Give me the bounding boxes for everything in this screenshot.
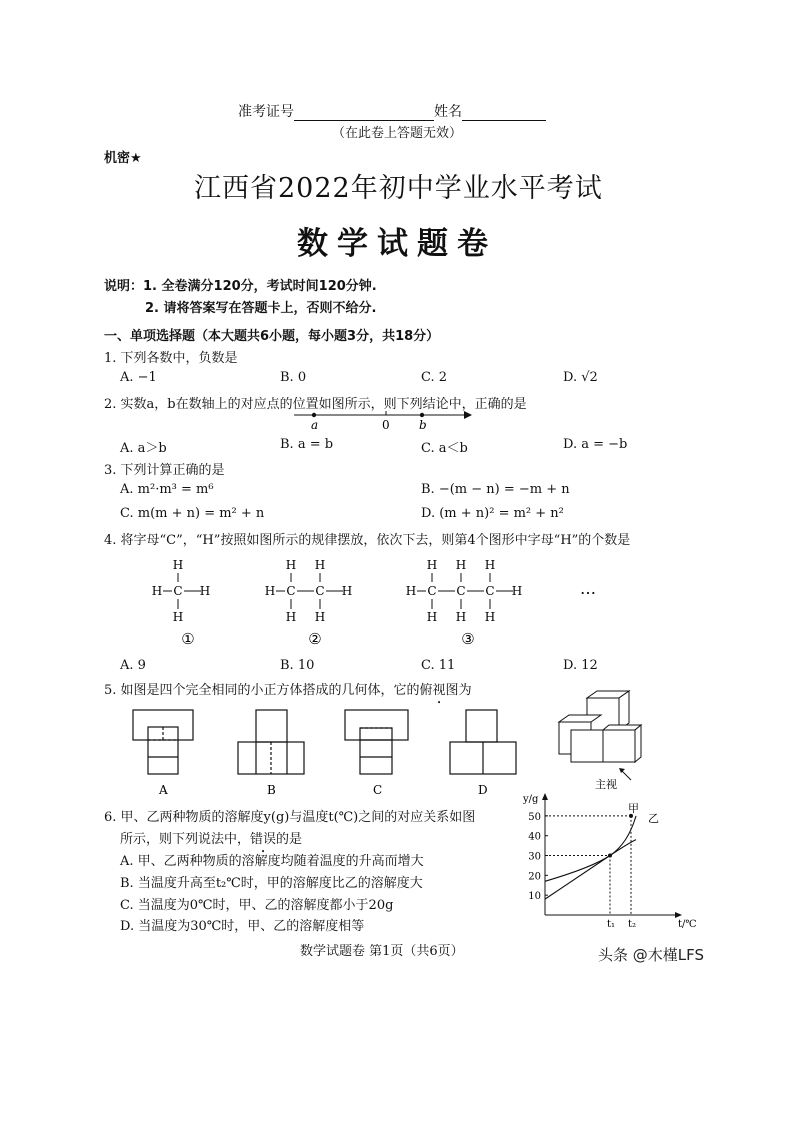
carbon-label: C: [286, 584, 296, 598]
instructions-line1: [104, 275, 377, 294]
q3-option-a: A. m²·m³ = m⁶: [120, 482, 214, 497]
number-line: [290, 406, 480, 432]
hydrogen-label: H: [341, 584, 353, 598]
label-0: 0: [382, 418, 390, 432]
point-a: [312, 413, 316, 417]
carbon-label: C: [173, 584, 183, 598]
hydrogen-label: H: [314, 610, 326, 624]
intersection-point: [608, 854, 612, 858]
y-tick-label: 20: [528, 871, 541, 883]
q6-option-a: A. 甲、乙两种物质的溶解度均随着温度的升高而增大: [120, 854, 424, 869]
invalid-note: （在此卷上答题无效）: [332, 126, 463, 141]
q2-stem: 2. 实数a，b在数轴上的对应点的位置如图所示，则下列结论中，正确的是: [104, 397, 527, 412]
q1-option-c: C. 2: [421, 370, 448, 385]
y-axis-arrow-icon: [542, 793, 548, 800]
q4-option-a: A. 9: [120, 658, 146, 673]
hydrogen-label: H: [285, 558, 297, 572]
hydrogen-label: H: [455, 558, 467, 572]
figure-number: ①: [181, 630, 195, 648]
q2-option-b: B. a = b: [280, 437, 334, 452]
q6-option-c: C. 当温度为0℃时，甲、乙的溶解度都小于20g: [120, 898, 394, 913]
y-tick-label: 10: [528, 891, 541, 903]
arrow-right-icon: [464, 411, 472, 419]
figure-number: ③: [461, 630, 475, 648]
q6-line2-before: 所示，则下列说法中，: [120, 832, 251, 847]
q3-option-c: C. m(m + n) = m² + n: [120, 506, 265, 521]
q5-view-c: [345, 710, 408, 774]
y-axis-label: y/g: [523, 794, 539, 805]
hydrogen-label: H: [151, 584, 163, 598]
q1-option-a: A. −1: [120, 370, 157, 385]
carbon-label: C: [485, 584, 495, 598]
hydrogen-label: H: [426, 558, 438, 572]
q1-option-b: B. 0: [280, 370, 307, 385]
q5-label-b: B: [267, 783, 276, 797]
q2-option-c: C. a＜b: [421, 441, 468, 456]
instructions-label: 说明：: [104, 279, 144, 294]
carbon-label: C: [315, 584, 325, 598]
q3-option-b: B. −(m − n) = −m + n: [421, 482, 570, 497]
q5-stem: [104, 679, 472, 698]
hydrogen-label: H: [484, 610, 496, 624]
arrow-up-left-icon: [619, 768, 625, 773]
instruction-2: 2. 请将答案写在答题卡上，否则不给分.: [145, 301, 377, 316]
main-view-label: 主视: [595, 778, 617, 791]
ellipsis: …: [580, 579, 596, 598]
hydrogen-label: H: [314, 558, 326, 572]
hydrogen-label: H: [285, 610, 297, 624]
q4-option-b: B. 10: [280, 658, 315, 673]
hydrogen-label: H: [511, 584, 523, 598]
point-b: [420, 413, 424, 417]
q4-option-d: D. 12: [563, 658, 598, 673]
series-yi-line: [545, 840, 636, 882]
q6-line2-after: 的是: [276, 832, 303, 847]
label-a: a: [311, 418, 319, 432]
secret-mark: 机密★: [104, 151, 142, 166]
figure-number: ②: [308, 630, 322, 648]
exam-id-row: [238, 101, 546, 121]
exam-id-label: 准考证号: [238, 104, 294, 120]
hydrogen-label: H: [199, 584, 211, 598]
hydrogen-label: H: [426, 610, 438, 624]
q5-label-d: D: [478, 783, 488, 797]
q5-label-a: A: [159, 783, 168, 797]
q5-view-a: [133, 710, 193, 774]
q5-view-d: [450, 710, 516, 774]
q6-line2: [120, 828, 302, 847]
q5-view-b: [238, 710, 304, 774]
q5-stem-emph: 俯视图: [419, 683, 459, 698]
y-tick-label: 40: [528, 831, 541, 843]
series-yi-label: 乙: [648, 812, 659, 825]
watermark: 头条 @木槿LFS: [598, 946, 705, 964]
series-jia-label: 甲: [628, 802, 639, 815]
name-blank: [462, 106, 546, 121]
hydrogen-label: H: [405, 584, 417, 598]
paper-title: 数学试题卷: [297, 226, 497, 262]
y-tick-label: 50: [528, 811, 541, 823]
q6-option-d: D. 当温度为30℃时，甲、乙的溶解度相等: [120, 919, 365, 934]
label-b: b: [419, 418, 427, 432]
hydrogen-label: H: [172, 610, 184, 624]
q5-stem-before: 5. 如图是四个完全相同的小正方体搭成的几何体，它的: [104, 683, 420, 698]
carbon-label: C: [456, 584, 466, 598]
q6-line2-emph: 错误: [250, 832, 277, 847]
q3-stem: 3. 下列计算正确的是: [104, 463, 225, 478]
x-axis-arrow-icon: [675, 912, 682, 918]
q6-line1: 6. 甲、乙两种物质的溶解度y(g)与温度t(℃)之间的对应关系如图: [104, 810, 476, 825]
x-axis-label: t/℃: [678, 919, 697, 930]
hydrogen-label: H: [455, 610, 467, 624]
q3-option-d: D. (m + n)² = m² + n²: [421, 506, 564, 521]
x-tick-label: t₂: [628, 919, 637, 930]
q6-option-b: B. 当温度升高至t₂℃时，甲的溶解度比乙的溶解度大: [120, 876, 423, 891]
q5-stem-after: 为: [458, 683, 472, 698]
q2-option-a: A. a＞b: [120, 441, 167, 456]
instruction-1: 1. 全卷满分120分，考试时间120分钟.: [143, 279, 377, 294]
cube-solid-figure: [555, 690, 645, 796]
q4-option-c: C. 11: [421, 658, 456, 673]
x-tick-label: t₁: [607, 919, 616, 930]
solubility-chart: [515, 792, 700, 932]
series-jia-line: [545, 816, 636, 899]
exam-title: 江西省2022年初中学业水平考试: [194, 173, 603, 204]
y-tick-label: 30: [528, 851, 541, 863]
q5-options-figure: [125, 700, 545, 800]
q4-stem: 4. 将字母“C”，“H”按照如图所示的规律摆放，依次下去，则第4个图形中字母“H”的个数是: [104, 533, 631, 548]
hydrogen-label: H: [172, 558, 184, 572]
name-label: 姓名: [434, 104, 462, 120]
section-title: 一、单项选择题（本大题共6小题，每小题3分，共18分）: [104, 329, 440, 344]
q1-option-d: D. √2: [563, 370, 598, 385]
q1-stem: 1. 下列各数中，负数是: [104, 351, 238, 366]
hydrogen-label: H: [484, 558, 496, 572]
exam-id-blank: [294, 106, 434, 121]
hc-pattern-figure: [140, 552, 620, 652]
carbon-label: C: [427, 584, 437, 598]
q2-option-d: D. a = −b: [563, 437, 628, 452]
hydrogen-label: H: [264, 584, 276, 598]
q5-label-c: C: [373, 783, 383, 797]
page-footer: 数学试题卷 第1页（共6页）: [300, 944, 464, 959]
